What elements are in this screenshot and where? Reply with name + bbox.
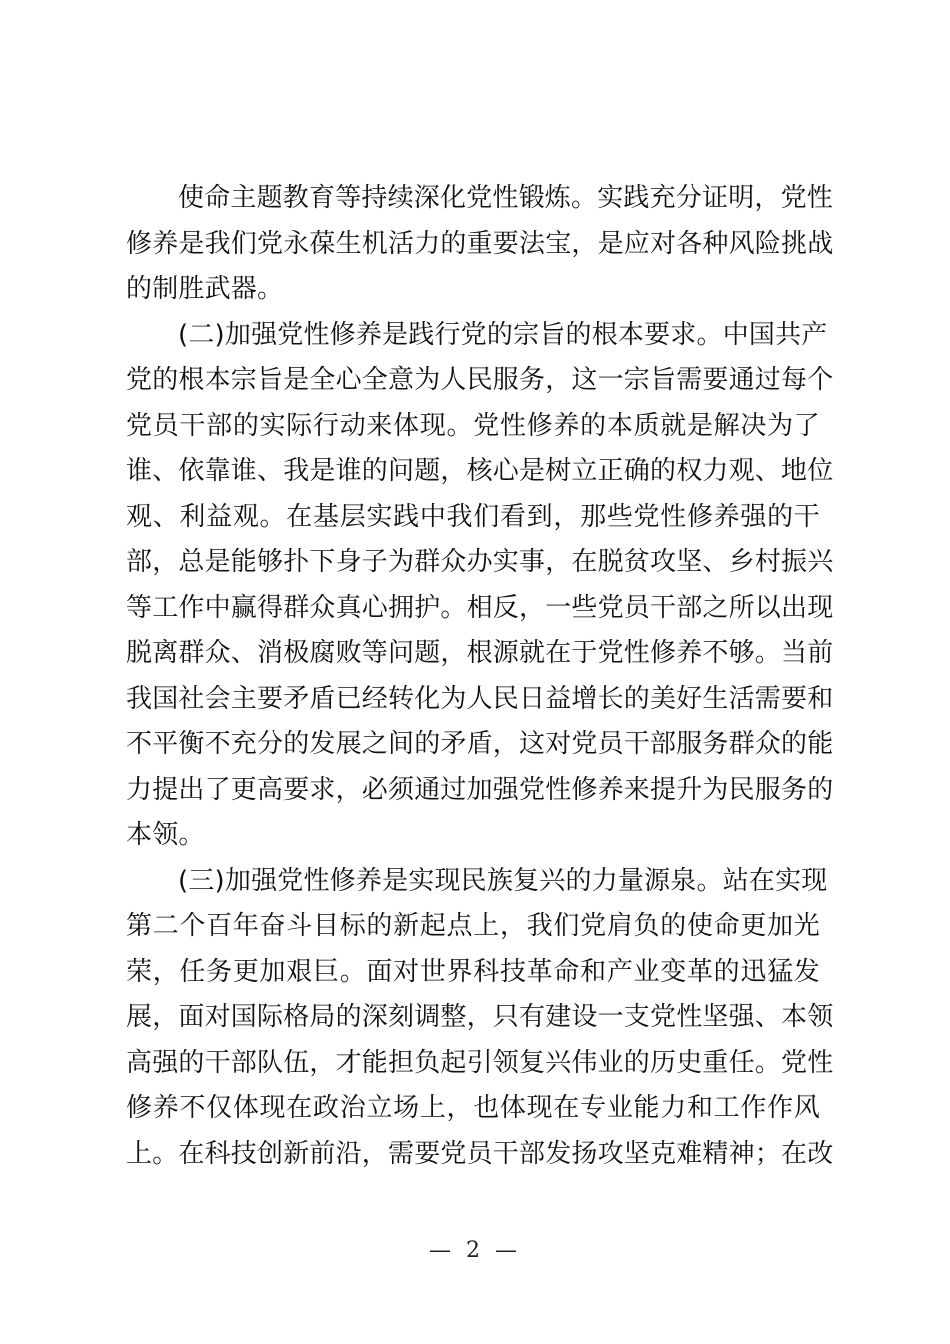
paragraph-line: 力提出了更高要求，必须通过加强党性修养来提升为民服务的 (126, 774, 834, 805)
paragraph-line: 荣，任务更加艰巨。面对世界科技革命和产业变革的迅猛发 (126, 956, 820, 987)
paragraph-line: 第二个百年奋斗目标的新起点上，我们党肩负的使命更加光 (126, 911, 820, 941)
page-number: — 2 — (429, 1238, 521, 1263)
paragraph-line: 本领。 (126, 820, 205, 850)
paragraph-line: 等工作中赢得群众真心拥护。相反，一些党员干部之所以出现 (126, 592, 834, 623)
paragraph-line: 党的根本宗旨是全心全意为人民服务，这一宗旨需要通过每个 (126, 365, 834, 395)
body-text (126, 176, 834, 1177)
paragraph-line: 不平衡不充分的发展之间的矛盾，这对党员干部服务群众的能 (126, 729, 834, 759)
paragraph-line: 修养是我们党永葆生机活力的重要法宝，是应对各种风险挑战 (126, 228, 834, 259)
paragraph-line: 谁、依靠谁、我是谁的问题，核心是树立正确的权力观、地位 (126, 456, 834, 486)
paragraph-line: 党员干部的实际行动来体现。党性修养的本质就是解决为了 (126, 410, 820, 441)
paragraph-line: 脱离群众、消极腐败等问题，根源就在于党性修养不够。当前 (126, 638, 834, 668)
paragraph-line: 高强的干部队伍，才能担负起引领复兴伟业的历史重任。党性 (126, 1047, 834, 1078)
paragraph-line: 的制胜武器。 (126, 274, 284, 304)
paragraph-line: 观、利益观。在基层实践中我们看到，那些党性修养强的干 (126, 501, 820, 532)
paragraph-line: (二)加强党性修养是践行党的宗旨的根本要求。中国共产 (178, 319, 828, 350)
paragraph-line: 使命主题教育等持续深化党性锻炼。实践充分证明，党性 (178, 183, 834, 213)
paragraph-line: 修养不仅体现在政治立场上，也体现在专业能力和工作作风 (126, 1093, 820, 1123)
paragraph-line: 我国社会主要矛盾已经转化为人民日益增长的美好生活需要和 (126, 683, 834, 714)
paragraph-line: 部，总是能够扑下身子为群众办实事，在脱贫攻坚、乡村振兴 (126, 547, 834, 577)
paragraph-line: 展，面对国际格局的深刻调整，只有建设一支党性坚强、本领 (126, 1002, 834, 1032)
paragraph-line: (三)加强党性修养是实现民族复兴的力量源泉。站在实现 (178, 865, 828, 896)
paragraph-line: 上。在科技创新前沿，需要党员干部发扬攻坚克难精神；在改 (126, 1138, 834, 1169)
